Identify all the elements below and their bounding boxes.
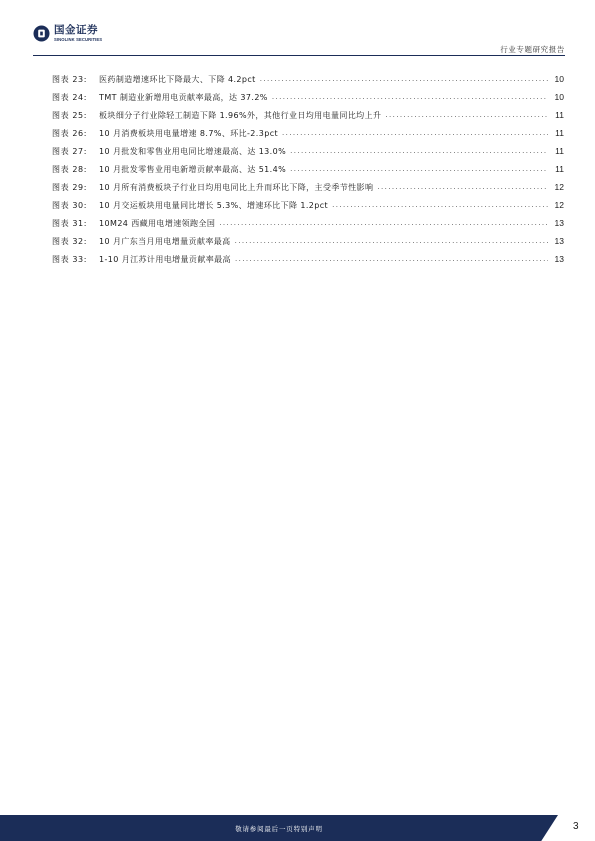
figure-page: 10: [554, 74, 564, 84]
figure-page: 11: [555, 128, 564, 138]
toc-entry[interactable]: [52, 70, 564, 88]
logo-english-name: SINOLINK SECURITIES: [54, 36, 103, 42]
figure-title: 医药制造增速环比下降最大、下降 4.2pct: [99, 74, 256, 84]
figure-title: TMT 制造业新增用电贡献率最高，达 37.2%: [99, 92, 268, 102]
dot-leader: [385, 111, 548, 119]
figure-label: 图表 24:: [52, 92, 88, 102]
toc-entry[interactable]: [52, 88, 564, 106]
dot-leader: [272, 93, 548, 101]
toc-entry[interactable]: [52, 214, 564, 232]
figure-label: 图表 28:: [52, 164, 88, 174]
figure-page: 13: [554, 236, 564, 246]
figure-page: 11: [555, 146, 564, 156]
dot-leader: [290, 165, 548, 173]
figure-title: 板块细分子行业除轻工制造下降 1.96%外，其他行业日均用电量同比均上升: [99, 110, 382, 120]
page-number: 3: [573, 821, 579, 832]
logo-chinese-name: 国金证券: [54, 24, 98, 37]
figure-list: [52, 70, 564, 268]
figure-title: 10M24 西藏用电增速领跑全国: [99, 218, 216, 228]
figure-title: 10 月批发和零售业用电同比增速最高、达 13.0%: [99, 146, 287, 156]
figure-label: 图表 26:: [52, 128, 88, 138]
figure-label: 图表 27:: [52, 146, 88, 156]
dot-leader: [290, 147, 548, 155]
figure-page: 10: [554, 92, 564, 102]
figure-label: 图表 30:: [52, 200, 88, 210]
toc-entry[interactable]: [52, 178, 564, 196]
toc-entry[interactable]: [52, 160, 564, 178]
figure-title: 10 月消费板块用电量增速 8.7%、环比-2.3pct: [99, 128, 279, 138]
document-type: 行业专题研究报告: [500, 45, 565, 54]
figure-label: 图表 23:: [52, 74, 88, 84]
dot-leader: [235, 237, 548, 245]
dot-leader: [235, 255, 548, 263]
dot-leader: [377, 183, 548, 191]
figure-page: 11: [555, 164, 564, 174]
toc-entry[interactable]: [52, 250, 564, 268]
figure-page: 13: [554, 254, 564, 264]
figure-label: 图表 31:: [52, 218, 88, 228]
figure-title: 10 月批发零售业用电新增贡献率最高、达 51.4%: [99, 164, 287, 174]
disclaimer-notice: 敬请参阅最后一页特别声明: [235, 825, 323, 833]
page-header: [0, 0, 595, 60]
dot-leader: [332, 201, 548, 209]
figure-title: 10 月所有消费板块子行业日均用电同比上升而环比下降，主受季节性影响: [99, 182, 374, 192]
figure-page: 12: [554, 200, 564, 210]
company-logo: [33, 25, 102, 42]
toc-entry[interactable]: [52, 232, 564, 250]
logo-mark-icon: [33, 25, 50, 42]
toc-entry[interactable]: [52, 196, 564, 214]
toc-entry[interactable]: [52, 106, 564, 124]
figure-title: 10 月广东当月用电增量贡献率最高: [99, 236, 231, 246]
figure-page: 13: [554, 218, 564, 228]
toc-entry[interactable]: [52, 124, 564, 142]
figure-label: 图表 32:: [52, 236, 88, 246]
toc-entry[interactable]: [52, 142, 564, 160]
figure-page: 11: [555, 110, 564, 120]
header-divider: [33, 55, 565, 56]
dot-leader: [260, 75, 548, 83]
figure-title: 1-10 月江苏计用电增量贡献率最高: [99, 254, 231, 264]
figure-page: 12: [554, 182, 564, 192]
figure-label: 图表 25:: [52, 110, 88, 120]
figure-label: 图表 33:: [52, 254, 88, 264]
dot-leader: [282, 129, 548, 137]
dot-leader: [219, 219, 548, 227]
figure-label: 图表 29:: [52, 182, 88, 192]
page-footer: [0, 815, 595, 841]
figure-title: 10 月交运板块用电量同比增长 5.3%、增速环比下降 1.2pct: [99, 200, 329, 210]
